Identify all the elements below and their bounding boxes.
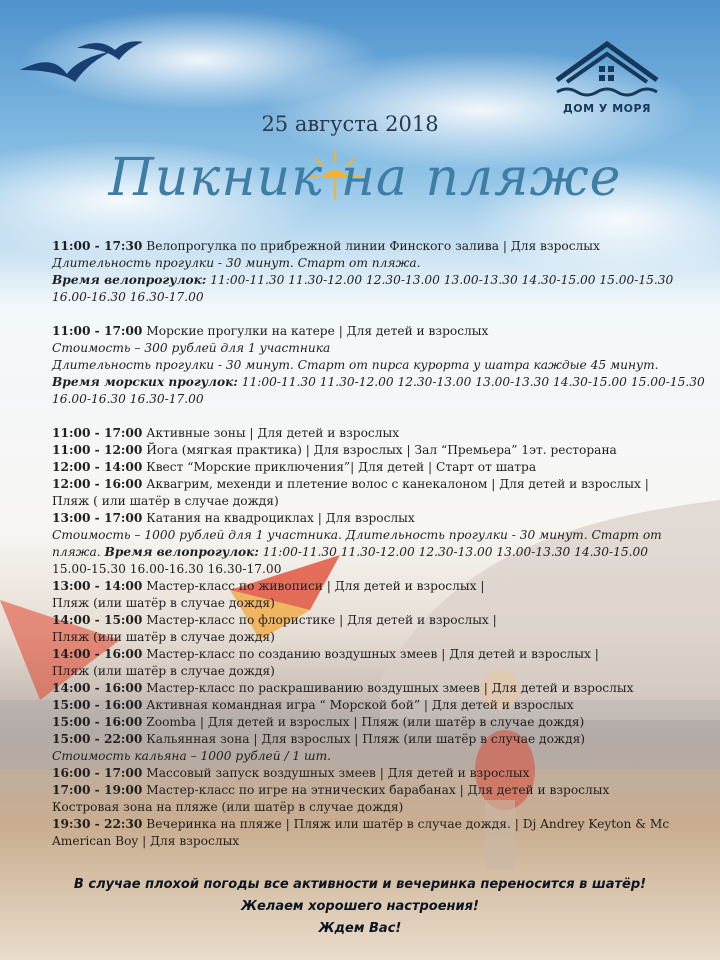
event-text: пляжа. [52, 545, 105, 559]
invite-note: Ждем Вас! [318, 921, 402, 936]
event-time: 16:00 - 17:00 [52, 766, 143, 780]
event-time: 15:00 - 22:00 [52, 732, 143, 746]
event-text [52, 306, 692, 323]
event-time: 15:00 - 16:00 [52, 698, 143, 712]
event-text: Аквагрим, мехенди и плетение волос с канекалоном | Для детей и взрослых | [142, 477, 649, 491]
event-time: 13:00 - 14:00 [52, 579, 143, 593]
event-text: 11:00-11.30 11.30-12.00 12.30-13.00 13.00-13.30 14.30-15.00 15.00-15.30 [237, 375, 705, 389]
schedule-item [52, 731, 692, 748]
schedule-item [52, 612, 692, 629]
event-time: 15:00 - 16:00 [52, 715, 143, 729]
event-time: 14:00 - 15:00 [52, 613, 143, 627]
event-time: 13:00 - 17:00 [52, 511, 143, 525]
event-time: 14:00 - 16:00 [52, 681, 143, 695]
wish-note: Желаем хорошего настроения! [241, 899, 479, 914]
event-text: Длительность прогулки - 30 минут. Старт от пляжа. [52, 256, 421, 270]
weather-note: В случае плохой погоды все активности и вечеринка переносится в шатёр! [73, 877, 647, 892]
event-text: Кальянная зона | Для взрослых | Пляж (или шатёр в случае дождя) [142, 732, 586, 746]
event-text: Вечеринка на пляже | Пляж или шатёр в случае дождя. | Dj Andrey Keyton & Mc [142, 817, 670, 831]
event-text: 16.00-16.30 16.30-17.00 [52, 290, 204, 304]
event-text: American Boy | Для взрослых [52, 834, 240, 848]
event-text: Мастер-класс по созданию воздушных змеев | Для детей и взрослых | [142, 647, 599, 661]
schedule-item [52, 765, 692, 782]
schedule-item [52, 680, 692, 697]
event-time: 12:00 - 16:00 [52, 477, 143, 491]
event-text: Активные зоны | Для детей и взрослых [142, 426, 400, 440]
event-text: Морские прогулки на катере | Для детей и взрослых [142, 324, 489, 338]
event-text: 16.00-16.30 16.30-17.00 [52, 392, 204, 406]
schedule-item [52, 459, 692, 476]
schedule-item [52, 425, 692, 442]
footer-notes [60, 874, 660, 940]
schedule-item [52, 782, 692, 799]
event-text: Мастер-класс по живописи | Для детей и взрослых | [142, 579, 485, 593]
event-time: Время морских прогулок: [52, 375, 238, 389]
event-text: Велопрогулка по прибрежной линии Финского залива | Для взрослых [142, 239, 600, 253]
event-time: 11:00 - 17:00 [52, 324, 143, 338]
event-text: Длительность прогулки - 30 минут. Старт от пирса курорта у шатра каждые 45 минут. [52, 358, 659, 372]
logo-text: ДОМ У МОРЯ [562, 102, 652, 115]
schedule-item [52, 646, 692, 663]
event-time: 17:00 - 19:00 [52, 783, 143, 797]
schedule-item [52, 816, 692, 833]
event-time: 11:00 - 17:30 [52, 239, 143, 253]
event-text: Стоимость – 1000 рублей для 1 участника. Длительность прогулки - 30 минут. Старт от [52, 528, 662, 542]
event-text: Пляж (или шатёр в случае дождя) [52, 630, 275, 644]
event-text: Мастер-класс по раскрашиванию воздушных змеев | Для детей и взрослых [142, 681, 634, 695]
event-text: Стоимость – 300 рублей для 1 участника [52, 341, 331, 355]
event-time: Время велопрогулок: [52, 273, 207, 287]
schedule-item [52, 323, 692, 340]
schedule-item [52, 510, 692, 527]
event-time: Время велопрогулок: [104, 545, 259, 559]
event-text: Zoomba | Для детей и взрослых | Пляж (или шатёр в случае дождя) [142, 715, 585, 729]
schedule-item [52, 697, 692, 714]
event-text: Активная командная игра “ Морской бой” | Для детей и взрослых [142, 698, 574, 712]
event-text: Йога (мягкая практика) | Для взрослых | Зал “Премьера” 1эт. ресторана [142, 443, 617, 457]
schedule-item [52, 578, 692, 595]
event-text: Пляж (или шатёр в случае дождя) [52, 596, 275, 610]
schedule-item [52, 476, 692, 493]
event-text: Катания на квадроциклах | Для взрослых [142, 511, 415, 525]
event-text [52, 408, 692, 425]
event-text: 11:00-11.30 11.30-12.00 12.30-13.00 13.00-13.30 14.30-15.00 15.00-15.30 [206, 273, 674, 287]
event-title: Пикник на пляже [108, 148, 622, 208]
event-time: 12:00 - 14:00 [52, 460, 143, 474]
event-text: Мастер-класс по игре на этнических барабанах | Для детей и взрослых [142, 783, 610, 797]
schedule [52, 238, 705, 850]
event-text: Пляж (или шатёр в случае дождя) [52, 664, 275, 678]
event-time: 19:30 - 22:30 [52, 817, 143, 831]
event-text: Мастер-класс по флористике | Для детей и взрослых | [142, 613, 497, 627]
event-text [52, 544, 692, 561]
schedule-item [52, 714, 692, 731]
schedule-item [52, 442, 692, 459]
event-time: 11:00 - 12:00 [52, 443, 143, 457]
event-text: Стоимость кальяна – 1000 рублей / 1 шт. [52, 749, 332, 763]
event-text: 11:00-11.30 11.30-12.00 12.30-13.00 13.00-13.30 14.30-15.00 [258, 545, 649, 559]
event-text: Костровая зона на пляже (или шатёр в случае дождя) [52, 800, 404, 814]
event-date: 25 августа 2018 [261, 112, 439, 136]
event-text: Квест “Морские приключения”| Для детей | Старт от шатра [142, 460, 537, 474]
event-text: Пляж ( или шатёр в случае дождя) [52, 494, 279, 508]
event-time: 11:00 - 17:00 [52, 426, 143, 440]
schedule-item [52, 238, 692, 255]
event-text: Массовый запуск воздушных змеев | Для детей и взрослых [142, 766, 530, 780]
event-time: 14:00 - 16:00 [52, 647, 143, 661]
event-text [52, 374, 705, 391]
event-text [52, 272, 692, 289]
event-text: 15.00-15.30 16.00-16.30 16.30-17.00 [52, 562, 282, 576]
seagulls-icon [15, 40, 145, 110]
